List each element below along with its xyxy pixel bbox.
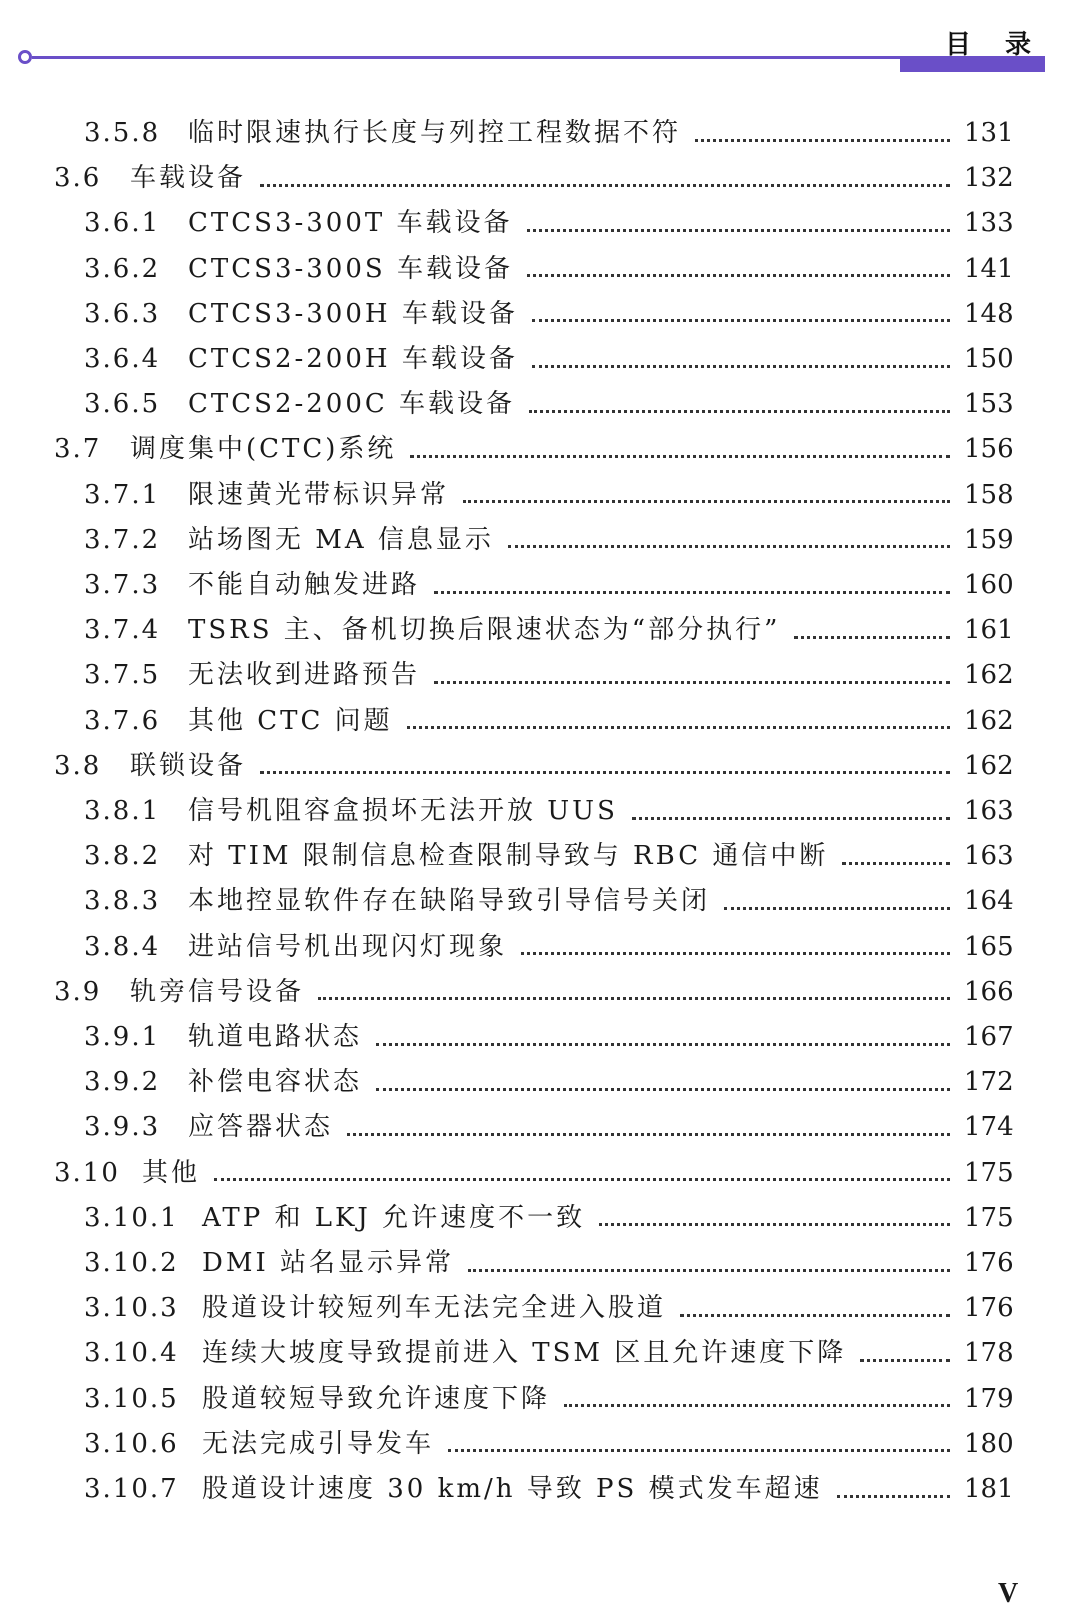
toc-entry-number: 3.6.4 (84, 344, 161, 374)
toc-leader-dots (564, 1402, 950, 1407)
toc-entry-number: 3.10.4 (84, 1338, 179, 1369)
toc-entry-title: 本地控显软件存在缺陷导致引导信号关闭 (188, 886, 711, 917)
toc-entry-title: 临时限速执行长度与列控工程数据不符 (188, 118, 682, 148)
toc-leader-dots (521, 950, 950, 955)
toc-leader-dots (260, 182, 950, 187)
toc-entry-page: 165 (964, 931, 1014, 962)
toc-entry-number: 3.10.6 (84, 1428, 179, 1459)
toc-leader-dots (794, 634, 950, 639)
toc-entry-number: 3.9.2 (84, 1067, 161, 1098)
toc-entry[interactable] (84, 924, 1014, 970)
toc-leader-dots (837, 1493, 950, 1498)
toc-entry-title: CTCS2-200C 车载设备 (188, 389, 516, 420)
toc-entry[interactable] (84, 517, 1014, 563)
toc-leader-dots (724, 905, 950, 910)
toc-entry-number: 3.9 (54, 976, 102, 1007)
toc-entry[interactable] (84, 607, 1014, 653)
toc-entry-title: 车载设备 (130, 163, 247, 194)
toc-entry-title: CTCS3-300T 车载设备 (188, 208, 513, 239)
toc-entry[interactable] (54, 969, 1014, 1015)
toc-entry-title: 不能自动触发进路 (188, 570, 421, 600)
toc-entry[interactable] (84, 833, 1014, 879)
toc-entry-page: 161 (964, 615, 1014, 646)
toc-entry-page: 162 (964, 660, 1014, 691)
toc-leader-dots (532, 317, 950, 322)
toc-entry[interactable] (84, 1376, 1014, 1422)
toc-leader-dots (632, 815, 950, 820)
toc-entry-title: 进站信号机出现闪灯现象 (188, 931, 508, 962)
toc-entry[interactable] (84, 472, 1014, 518)
toc-entry-number: 3.8.2 (84, 841, 161, 872)
toc-leader-dots (448, 1447, 950, 1452)
toc-entry-title: 信号机阻容盒损坏无法开放 UUS (188, 796, 618, 826)
toc-leader-dots (527, 272, 950, 277)
toc-entry-title: 股道设计较短列车无法完全进入股道 (202, 1293, 667, 1324)
page-header (0, 0, 1071, 80)
toc-entry-title: 对 TIM 限制信息检查限制导致与 RBC 通信中断 (188, 841, 829, 872)
toc-entry[interactable] (84, 1466, 1014, 1512)
toc-entry-title: 轨道电路状态 (188, 1022, 363, 1052)
toc-leader-dots (407, 724, 950, 729)
toc-entry[interactable] (84, 381, 1014, 427)
toc-entry-page: 141 (964, 253, 1014, 284)
toc-leader-dots (434, 589, 950, 594)
toc-entry-number: 3.9.1 (84, 1022, 161, 1052)
toc-leader-dots (508, 543, 950, 548)
toc-entry[interactable] (54, 155, 1014, 201)
toc-entry-page: 166 (964, 976, 1014, 1007)
toc-entry-title: DMI 站名显示异常 (202, 1248, 455, 1278)
toc-entry[interactable] (84, 1421, 1014, 1467)
toc-entry-title: CTCS3-300S 车载设备 (188, 253, 513, 284)
toc-entry-page: 181 (964, 1474, 1014, 1504)
toc-entry-number: 3.10.7 (84, 1474, 179, 1504)
toc-entry-page: 179 (964, 1383, 1014, 1414)
toc-entry-title: 连续大坡度导致提前进入 TSM 区且允许速度下降 (202, 1338, 847, 1369)
toc-leader-dots (434, 679, 950, 684)
toc-leader-dots (529, 408, 950, 413)
toc-entry-page: 180 (964, 1428, 1014, 1459)
toc-entry-number: 3.6.1 (84, 208, 161, 239)
toc-leader-dots (318, 995, 950, 1000)
toc-leader-dots (680, 1312, 950, 1317)
toc-entry[interactable] (54, 743, 1014, 789)
toc-entry[interactable] (84, 291, 1014, 337)
toc-leader-dots (468, 1267, 950, 1272)
toc-entry-page: 132 (964, 163, 1014, 194)
page-number: V (998, 1578, 1019, 1609)
toc-entry-page: 131 (964, 118, 1014, 148)
toc-entry-title: 调度集中(CTC)系统 (130, 434, 397, 465)
toc-entry-title: 其他 (142, 1157, 201, 1188)
toc-entry-number: 3.6 (54, 163, 102, 194)
toc-entry-number: 3.8.3 (84, 886, 161, 917)
toc-entry-page: 133 (964, 208, 1014, 239)
toc-entry-page: 167 (964, 1022, 1014, 1052)
toc-entry-page: 174 (964, 1112, 1014, 1143)
toc-leader-dots (347, 1131, 950, 1136)
toc-entry[interactable] (84, 562, 1014, 608)
toc-entry[interactable] (84, 788, 1014, 834)
toc-leader-dots (695, 137, 950, 142)
toc-entry-title: CTCS3-300H 车载设备 (188, 298, 518, 329)
toc-entry-number: 3.6.3 (84, 298, 161, 329)
toc-entry-page: 150 (964, 344, 1014, 374)
toc-entry-number: 3.6.5 (84, 389, 161, 420)
toc-entry-title: CTCS2-200H 车载设备 (188, 344, 518, 374)
toc-entry[interactable] (84, 1330, 1014, 1376)
toc-entry-number: 3.10.3 (84, 1293, 179, 1324)
toc-entry-page: 163 (964, 796, 1014, 826)
toc-entry-number: 3.10.2 (84, 1248, 179, 1278)
toc-entry-number: 3.7 (54, 434, 102, 465)
toc-entry-number: 3.10.1 (84, 1202, 179, 1233)
toc-entry-page: 176 (964, 1248, 1014, 1278)
toc-entry-number: 3.8.4 (84, 931, 161, 962)
toc-leader-dots (532, 363, 950, 368)
toc-entry-page: 164 (964, 886, 1014, 917)
toc-entry[interactable] (84, 200, 1014, 246)
toc-entry[interactable] (84, 110, 1014, 156)
header-title: 目录 (945, 30, 1066, 60)
toc-entry-page: 163 (964, 841, 1014, 872)
toc-entry-title: 站场图无 MA 信息显示 (188, 524, 494, 555)
toc-entry-page: 175 (964, 1157, 1014, 1188)
toc-leader-dots (527, 227, 950, 232)
toc-entry-number: 3.7.1 (84, 479, 161, 510)
toc-entry[interactable] (84, 1195, 1014, 1241)
toc-entry-title: 补偿电容状态 (188, 1067, 363, 1098)
toc-entry-page: 160 (964, 570, 1014, 600)
toc-entry[interactable] (84, 246, 1014, 292)
toc-entry-number: 3.7.3 (84, 570, 161, 600)
toc-leader-dots (842, 860, 950, 865)
toc-entry-page: 162 (964, 750, 1014, 781)
toc-entry[interactable] (84, 1285, 1014, 1331)
toc-entry-number: 3.9.3 (84, 1112, 161, 1143)
toc-entry[interactable] (84, 1059, 1014, 1105)
toc-entry-number: 3.7.4 (84, 615, 161, 646)
toc-entry[interactable] (84, 652, 1014, 698)
toc-entry-number: 3.5.8 (84, 118, 161, 148)
toc-entry[interactable] (84, 1240, 1014, 1286)
toc-leader-dots (214, 1176, 950, 1181)
toc-entry-title: 联锁设备 (130, 750, 247, 781)
toc-entry-number: 3.7.5 (84, 660, 161, 691)
toc-entry[interactable] (84, 1104, 1014, 1150)
toc-entry-number: 3.7.2 (84, 524, 161, 555)
toc-entry[interactable] (84, 336, 1014, 382)
toc-entry-page: 172 (964, 1067, 1014, 1098)
toc-entry-title: TSRS 主、备机切换后限速状态为“部分执行” (188, 615, 781, 646)
toc-entry-page: 148 (964, 298, 1014, 329)
toc-entry-title: 股道设计速度 30 km/h 导致 PS 模式发车超速 (202, 1474, 823, 1504)
header-circle-ornament (18, 50, 32, 64)
toc-entry-page: 176 (964, 1293, 1014, 1324)
toc-entry-number: 3.8 (54, 750, 102, 781)
toc-entry-page: 159 (964, 524, 1014, 555)
toc-entry-page: 175 (964, 1202, 1014, 1233)
toc-leader-dots (463, 498, 950, 503)
toc-entry-page: 162 (964, 705, 1014, 736)
toc-entry-page: 158 (964, 479, 1014, 510)
toc-leader-dots (376, 1086, 950, 1091)
toc-entry[interactable] (84, 698, 1014, 744)
toc-entry-page: 178 (964, 1338, 1014, 1369)
toc-entry-number: 3.10 (54, 1157, 120, 1188)
toc-entry[interactable] (54, 426, 1014, 472)
toc-entry-title: 其他 CTC 问题 (188, 705, 393, 736)
toc-leader-dots (599, 1221, 950, 1226)
toc-leader-dots (860, 1357, 950, 1362)
toc-entry-number: 3.8.1 (84, 796, 161, 826)
toc-entry-number: 3.7.6 (84, 705, 161, 736)
toc-entry-title: 股道较短导致允许速度下降 (202, 1383, 551, 1414)
toc-entry[interactable] (84, 1014, 1014, 1060)
toc-entry[interactable] (84, 878, 1014, 924)
toc-entry-page: 156 (964, 434, 1014, 465)
toc-entry-number: 3.6.2 (84, 253, 161, 284)
toc-leader-dots (260, 769, 950, 774)
toc-entry-title: 轨旁信号设备 (130, 976, 305, 1007)
toc-entry-number: 3.10.5 (84, 1383, 179, 1414)
toc-entry-title: 应答器状态 (188, 1112, 334, 1143)
toc-leader-dots (410, 453, 950, 458)
toc-entry-page: 153 (964, 389, 1014, 420)
toc-entry-title: 无法收到进路预告 (188, 660, 421, 691)
toc-entry[interactable] (54, 1150, 1014, 1196)
toc-entry-title: 限速黄光带标识异常 (188, 479, 450, 510)
toc-entry-title: ATP 和 LKJ 允许速度不一致 (202, 1202, 586, 1233)
header-rule (32, 56, 902, 59)
toc-entry-title: 无法完成引导发车 (202, 1428, 435, 1459)
toc-leader-dots (376, 1041, 950, 1046)
